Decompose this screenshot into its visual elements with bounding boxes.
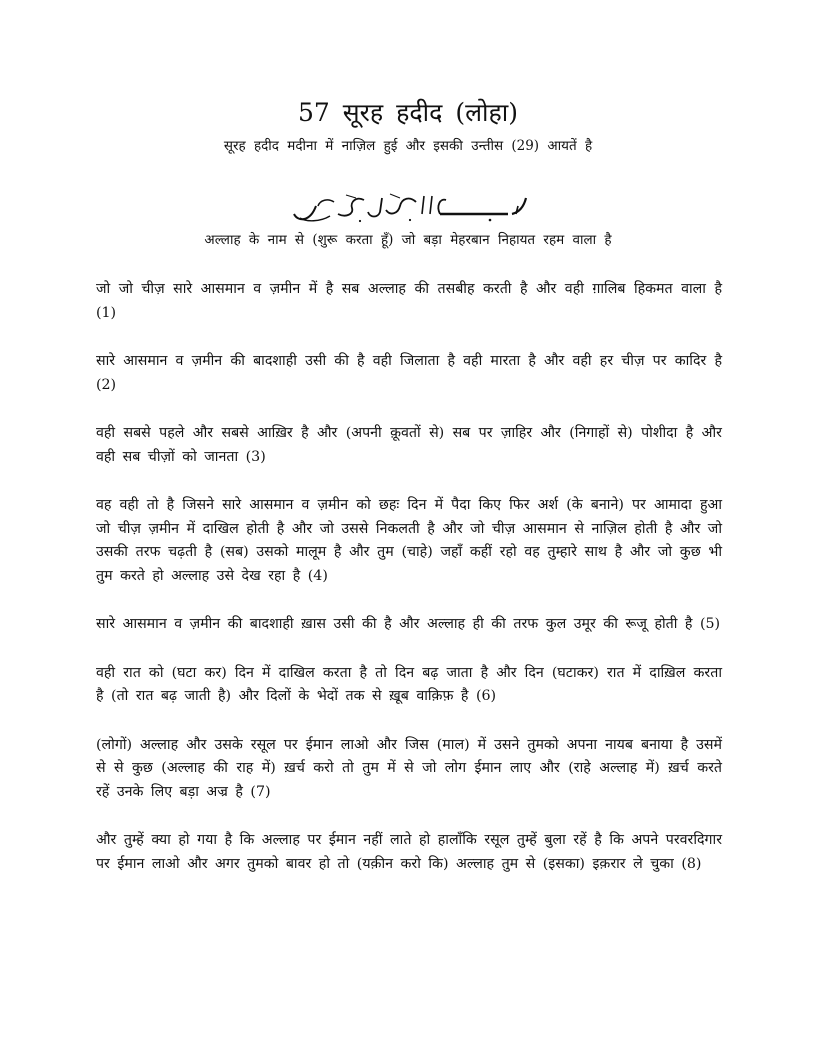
verse-6: वही रात को (घटा कर) दिन में दाखिल करता है तो दिन बढ़ जाता है और दिन (घटाकर) रात में दाख़िल करता है (तो रात बढ़ जाती है) और दिलों के भेदों तक से ख़ूब वाक़िफ़ है (6) bbox=[96, 664, 722, 704]
verse-2: सारे आसमान व ज़मीन की बादशाही उसी की है वही जिलाता है वही मारता है और वही हर चीज़ पर कादिर है (2) bbox=[96, 353, 722, 393]
verse-4: वह वही तो है जिसने सारे आसमान व ज़मीन को छहः दिन में पैदा किए फिर अर्श (के बनाने) पर आमादा हुआ जो चीज़ ज़मीन में दाखिल होती है और जो उससे निकलती है और जो चीज़ आसमान से नाज़िल होती है और जो उसकी तरफ चढ़ती है (सब) उसको मालूम है और तुम (चाहे) जहाँ कहीं रहो वह तुम्हारे साथ है और जो कुछ भी तुम करते हो अल्लाह उसे देख रहा है (4) bbox=[96, 497, 722, 584]
bismillah-calligraphy bbox=[290, 192, 530, 226]
verse-1: जो जो चीज़ सारे आसमान व ज़मीन में है सब अल्लाह की तसबीह करती है और वही ग़ालिब हिकमत वाला है (1) bbox=[96, 281, 722, 321]
verse-3: वही सबसे पहले और सबसे आख़िर है और (अपनी क़ूवतों से) सब पर ज़ाहिर और (निगाहों से) पोशीदा है और वही सब चीज़ों को जानता (3) bbox=[96, 425, 722, 465]
verse-5: सारे आसमान व ज़मीन की बादशाही ख़ास उसी की है और अल्लाह ही की तरफ कुल उमूर की रूजू होती है (5) bbox=[96, 616, 721, 632]
bismillah-translation: अल्लाह के नाम से (शुरू करता हूँ) जो बड़ा मेहरबान निहायत रहम वाला है bbox=[204, 232, 612, 248]
verse-7: (लोगों) अल्लाह और उसके रसूल पर ईमान लाओ और जिस (माल) में उसने तुमको अपना नायब बनाया है उसमें से से कुछ (अल्लाह की राह में) ख़र्च करो तो तुम में से जो लोग ईमान लाए और (राहे अल्लाह में) ख़र्च करते रहें उनके लिए बड़ा अज्र है (7) bbox=[96, 736, 722, 800]
verse-list bbox=[96, 278, 722, 901]
surah-subtitle: सूरह हदीद मदीना में नाज़िल हुई और इसकी उन्तीस (29) आयतें है bbox=[223, 138, 593, 154]
surah-title: 57 सूरह हदीद (लोहा) bbox=[297, 98, 519, 127]
verse-8: और तुम्हें क्या हो गया है कि अल्लाह पर ईमान नहीं लाते हो हालाँकि रसूल तुम्हें बुला रहें है कि अपने परवरदिगार पर ईमान लाओ और अगर तुमको बावर हो तो (यक़ीन करो कि) अल्लाह तुम से (इसका) इक़रार ले चुका (8) bbox=[96, 832, 722, 872]
